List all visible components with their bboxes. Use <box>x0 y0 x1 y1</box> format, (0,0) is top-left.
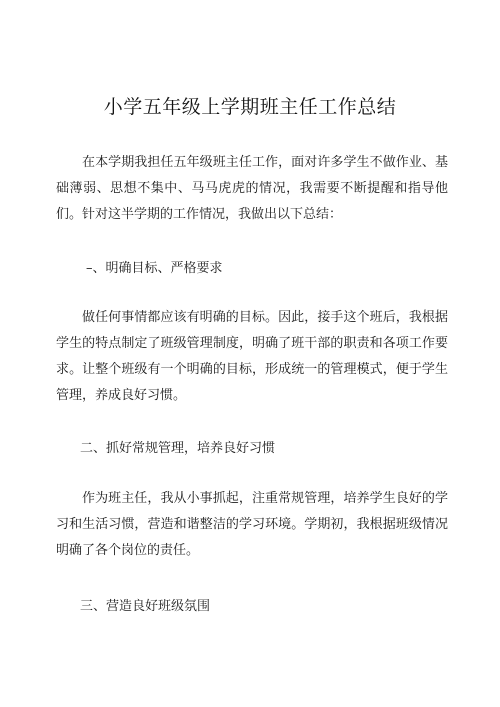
section-body-1: 做任何事情都应该有明确的目标。因此，接手这个班后，我根据学生的特点制定了班级管理制度，明确了班干部的职责和各项工作要求。让整个班级有一个明确的目标，形成统一的管理模式，便于学生管理，养成良好习惯。 <box>56 310 448 403</box>
section-heading-3: 三、营造良好班级氛围 <box>80 599 211 614</box>
document-title: 小学五年级上学期班主任工作总结 <box>103 96 397 118</box>
intro-paragraph: 在本学期我担任五年级班主任工作，面对许多学生不做作业、基础薄弱、思想不集中、马马虎虎的情况，我需要不断提醒和指导他们。针对这半学期的工作情况，我做出以下总结： <box>56 155 448 222</box>
section-heading-2: 二、抓好常规管理，培养良好习惯 <box>80 441 276 456</box>
section-body-2: 作为班主任，我从小事抓起，注重常规管理，培养学生良好的学习和生活习惯，营造和谐整洁的学习环境。学期初，我根据班级情况明确了各个岗位的责任。 <box>56 491 448 558</box>
section-heading-1: –、明确目标、严格要求 <box>86 261 223 276</box>
